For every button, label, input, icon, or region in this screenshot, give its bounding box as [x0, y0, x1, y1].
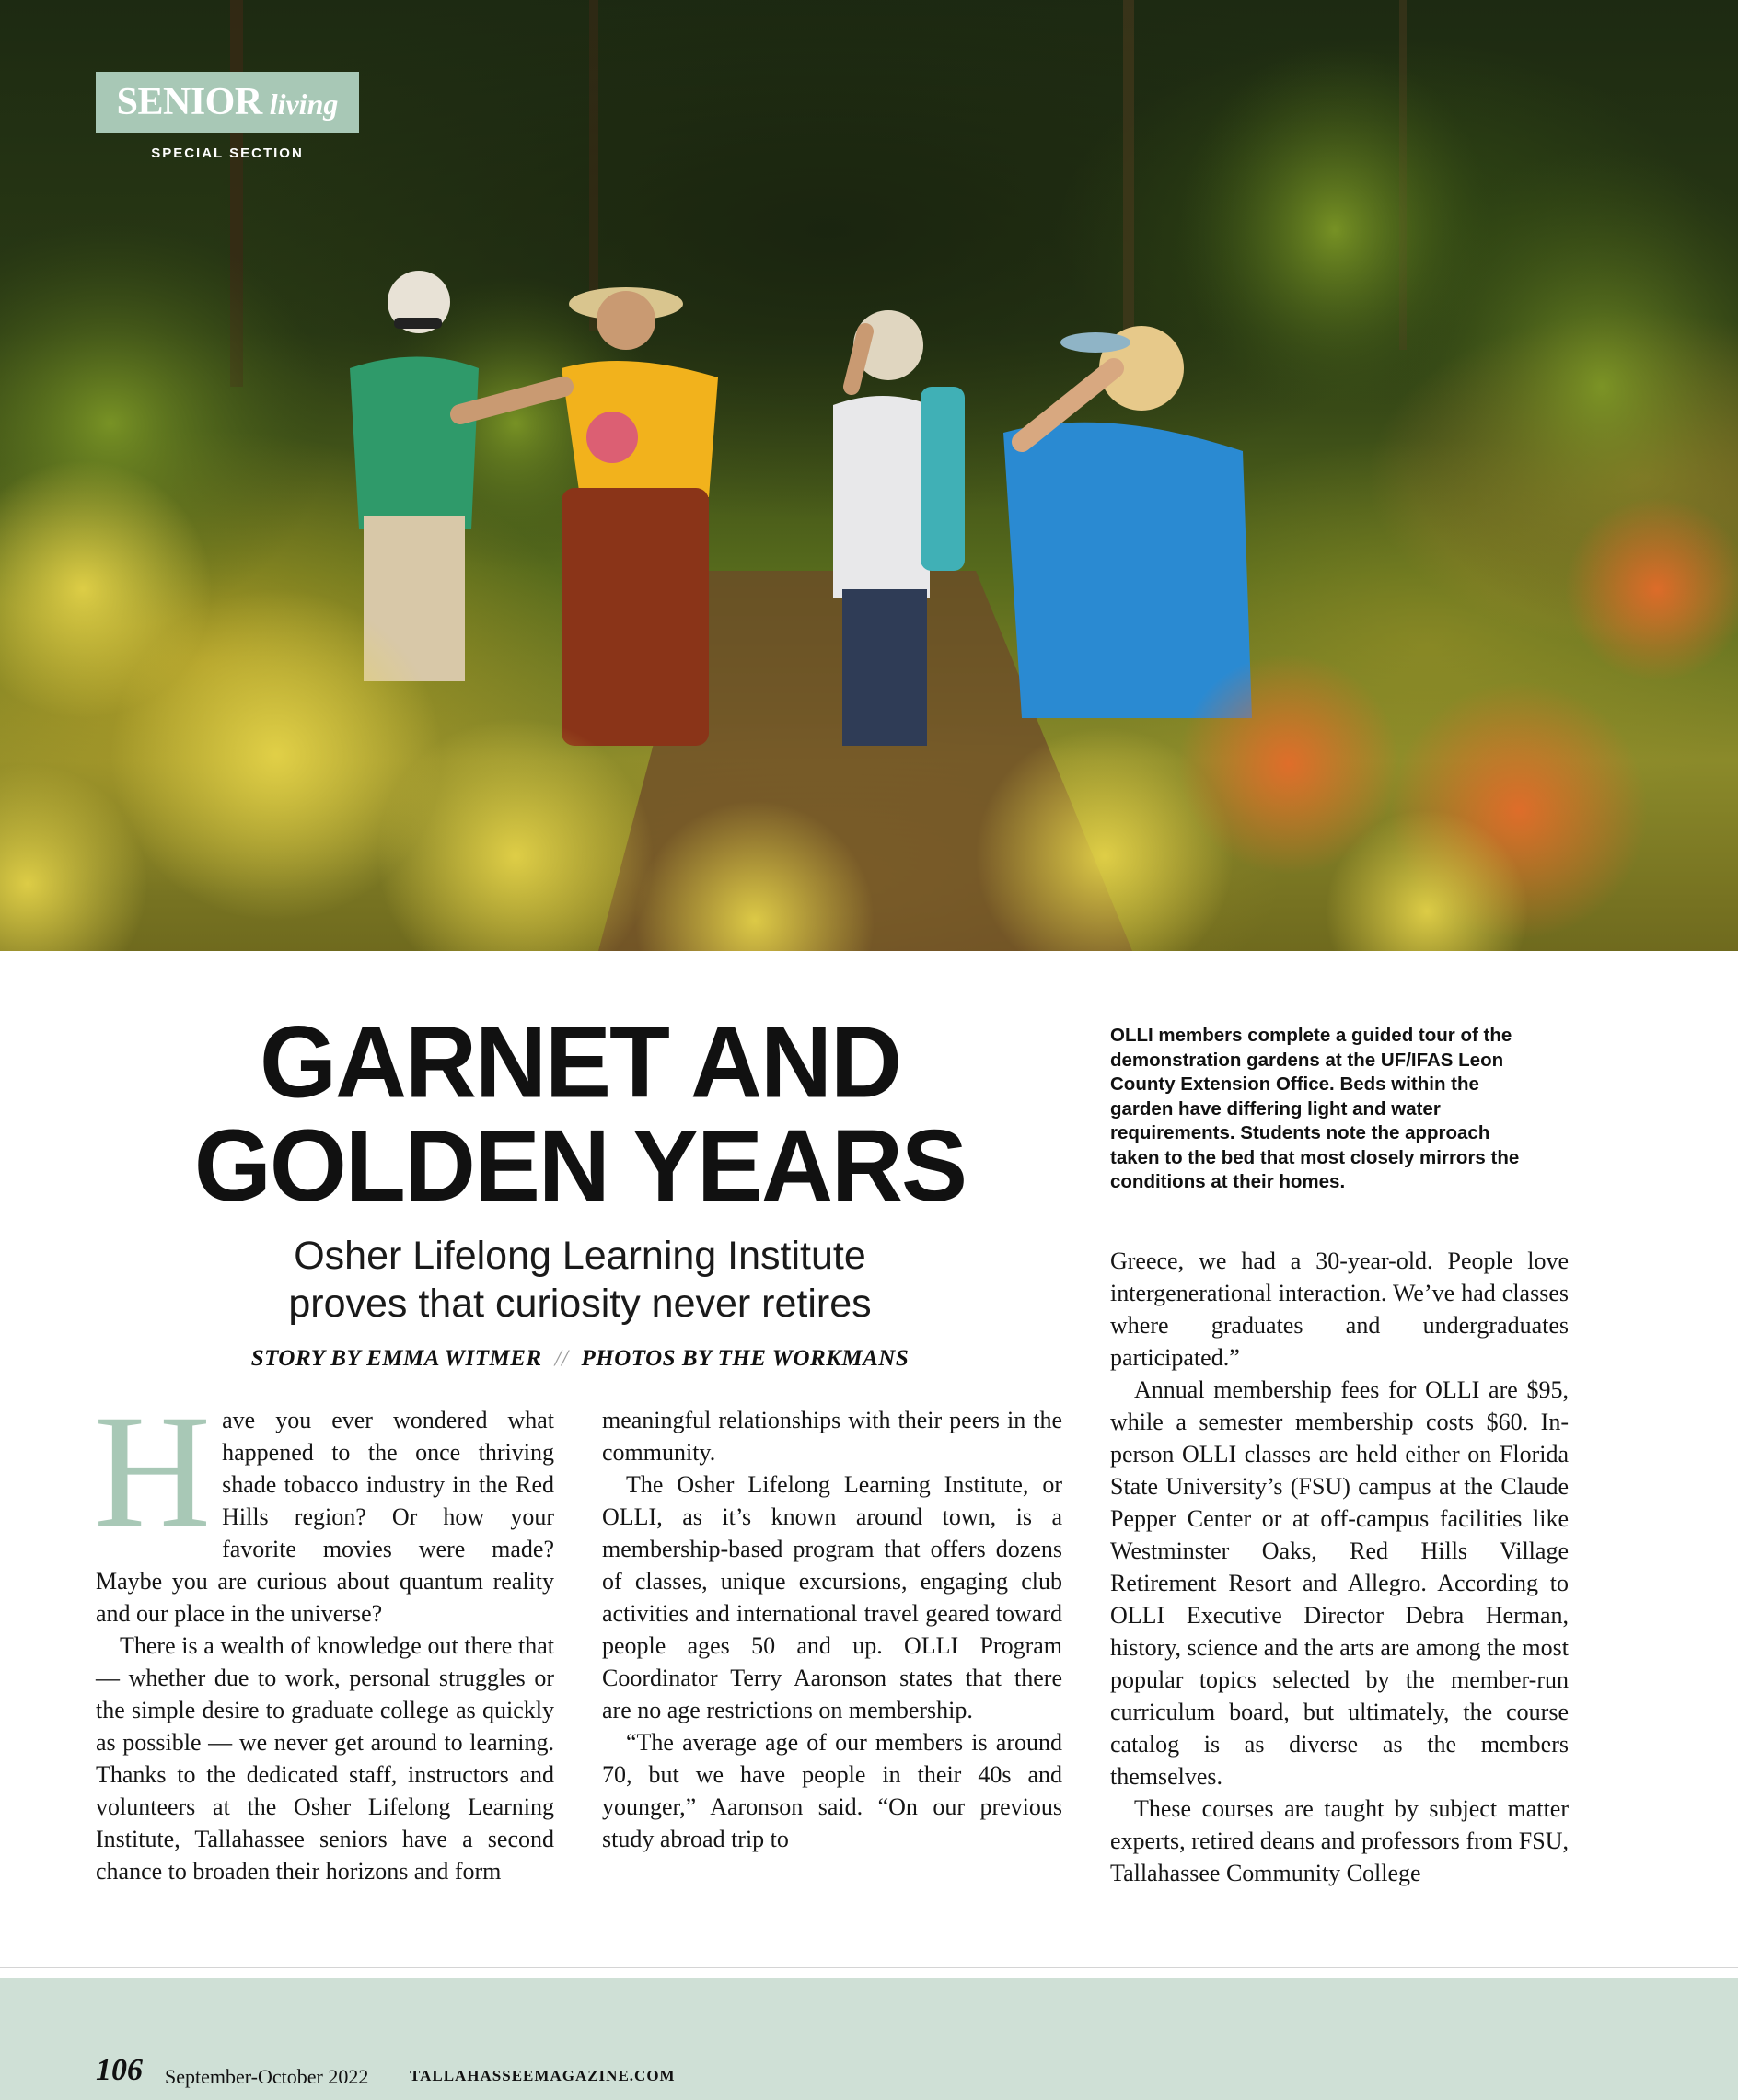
- subtitle-line-2: proves that curiosity never retires: [288, 1282, 872, 1326]
- byline: [138, 1346, 1022, 1372]
- body-column-1: [94, 1382, 554, 1887]
- title-line-1: GARNET AND: [260, 1004, 900, 1120]
- paragraph: The Osher Lifelong Learning Institute, or OLLI, as it’s known around town, is a membership-based program that offers dozens of classes, unique excursions, engaging club activities and international travel geared toward people ages 50 and up. OLLI Program Coordinator Terry Aaronson states that there are no age restrictions on membership.: [602, 1471, 1062, 1723]
- body-column-2: [602, 1404, 1062, 1855]
- hero-photo: [0, 0, 1738, 951]
- brand-senior-text: SENIOR: [116, 81, 262, 123]
- paragraph: There is a wealth of knowledge out there that — whether due to work, personal struggles or the simple desire to graduate college as quickly as possible — we never get around to learning. Thanks to the dedicated staff, instructors and volunteers at the Osher Lifelong Learning Institute, Tallahassee seniors have a second chance to broaden their horizons and form: [96, 1632, 554, 1885]
- page-number: 106: [96, 2053, 143, 2087]
- byline-story: STORY BY EMMA WITMER: [250, 1346, 542, 1371]
- magazine-website: TALLAHASSEEMAGAZINE.COM: [410, 2067, 676, 2084]
- body-column-3: [1110, 1245, 1569, 1889]
- paragraph: Annual membership fees for OLLI are $95, while a semester membership costs $60. In-person OLLI classes are held either on Florida State University’s (FSU) campus at the Claude Pepper Center or at off-campus facilities like Westminster Oaks, Red Hills Village Retirement Resort and Allegro. According to OLLI Executive Director Debra Herman, history, science and the arts are among the most popular topics selected by the member-run curriculum board, but ultimately, the course catalog is as diverse as the members themselves.: [1110, 1376, 1569, 1790]
- footer-divider: [0, 1967, 1738, 1968]
- title-line-2: GOLDEN YEARS: [193, 1108, 967, 1223]
- paragraph: “The average age of our members is around 70, but we have people in their 40s and younger,” Aaronson said. “On our previous study abroad trip to: [602, 1729, 1062, 1852]
- byline-photos: PHOTOS BY THE WORKMANS: [581, 1346, 910, 1371]
- section-brand-logo: [96, 72, 359, 133]
- brand-living-text: living: [269, 87, 339, 121]
- special-section-label: SPECIAL SECTION: [151, 145, 304, 161]
- byline-separator: //: [554, 1346, 569, 1371]
- issue-date: September-October 2022: [165, 2065, 369, 2088]
- photo-caption: OLLI members complete a guided tour of the demonstration gardens at the UF/IFAS Leon County Extension Office. Beds within the garden have differing light and water requirements. Students note the approach taken to the bed that most closely mirrors the conditions at their homes.: [1110, 1025, 1520, 1192]
- drop-cap: H: [94, 1382, 212, 1561]
- paragraph: Greece, we had a 30-year-old. People love intergenerational interaction. We’ve had classes where graduates and undergraduates participated.”: [1110, 1247, 1569, 1371]
- subtitle-line-1: Osher Lifelong Learning Institute: [294, 1234, 866, 1278]
- paragraph: These courses are taught by subject matter experts, retired deans and professors from FSU, Tallahassee Community College: [1110, 1795, 1569, 1886]
- hero-photo-illustration: [0, 0, 1738, 951]
- article-title: [138, 1004, 1022, 1223]
- paragraph: meaningful relationships with their peers in the community.: [602, 1407, 1062, 1466]
- article-subtitle: [138, 1232, 1022, 1328]
- paragraph: ave you ever wondered what happened to the once thriving shade tobacco industry in the Red Hills region? Or how your favorite movies were made? Maybe you are curious about quantum reality and our place in the universe?: [96, 1407, 554, 1627]
